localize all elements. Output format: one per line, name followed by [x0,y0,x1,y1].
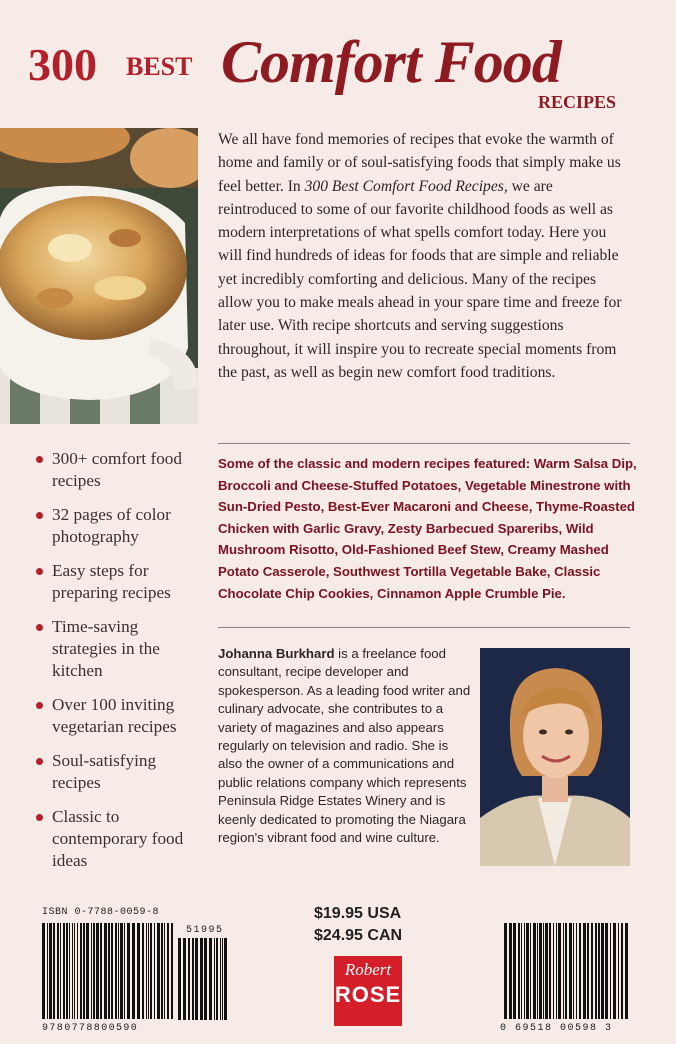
list-item: 300+ comfort food recipes [36,448,206,492]
publisher-logo [334,956,402,1026]
title-number: 300 [28,39,97,90]
bullet-dot-icon [36,758,43,765]
bullet-dot-icon [36,624,43,631]
author-bio-text: is a freelance food consultant, recipe developer and spokesperson. As a leading food writer and culinary advocate, she contributes to a variety of magazines and also appears regularly on television and radio. She is also the owner of a communications and public relations company which represents Peninsula Ridge Estates Winery and is keenly dedicated to promoting the Niagara region's vibrant food and wine culture. [218,646,471,846]
price-usa: $19.95 USA [314,905,402,922]
upc-digits: 0 69518 00598 3 [500,1023,613,1034]
list-item: Classic to contemporary food ideas [36,806,206,872]
list-item: Time-saving strategies in the kitchen [36,616,206,682]
ean-barcode [42,923,182,1021]
title-main: Comfort Food [221,29,561,95]
intro-book-title: 300 Best Comfort Food Recipes [304,177,504,195]
bullet-dot-icon [36,456,43,463]
list-item: Over 100 inviting vegetarian recipes [36,694,206,738]
divider-top [218,443,630,444]
title-best: BEST [126,52,193,81]
author-bio [218,645,476,847]
intro-text-1: We all have fond memories of recipes that evoke the warmth of home and family or of soul-satisfying foods that simply make us feel better. In [218,131,621,195]
soup-photo [0,128,198,424]
intro-text-2: , we are reintroduced to some of our favorite childhood foods as well as modern interpretations of what spells comfort today. Here you will find hundreds of ideas for foods that are simple and reliable yet incredibly comforting and delicious. Many of the recipes allow you to make meals ahead in your spare time and freeze for later use. With recipe shortcuts and serving suggestions throughout, it will inspire you to recreate special moments from the past, as well as begin new comfort food traditions. [218,177,622,381]
publisher-line1: Robert [344,960,392,979]
book-title [28,28,648,112]
featured-recipes: Some of the classic and modern recipes featured: Warm Salsa Dip, Broccoli and Cheese-Stuffed Potatoes, Vegetable Minestrone with Sun-Dried Pesto, Best-Ever Macaroni and Cheese, Thyme-Roasted Chicken with Garlic Gravy, Zesty Barbecued Spareribs, Wild Mushroom Risotto, Old-Fashioned Beef Stew, Creamy Mashed Potato Casserole, Southwest Tortilla Vegetable Bake, Classic Chocolate Chip Cookies, Cinnamon Apple Crumble Pie. [218,456,637,601]
author-name: Johanna Burkhard [218,646,335,661]
title-recipes: RECIPES [538,92,617,112]
divider-bottom [218,627,630,628]
ean-digits: 9780778800590 [42,1023,139,1034]
price-can: $24.95 CAN [314,927,403,944]
price-barcode [178,938,232,1021]
isbn-label: ISBN 0-7788-0059-8 [42,907,160,918]
list-item: Soul-satisfying recipes [36,750,206,794]
intro-paragraph [218,128,630,384]
upc-barcode [504,923,630,1021]
price-code: 51995 [186,925,224,936]
list-item: 32 pages of color photography [36,504,206,548]
feature-list [36,448,206,884]
bullet-dot-icon [36,512,43,519]
bullet-dot-icon [36,814,43,821]
author-portrait [480,648,630,866]
bullet-dot-icon [36,702,43,709]
publisher-line2: ROSE [334,982,402,1007]
bullet-dot-icon [36,568,43,575]
list-item: Easy steps for preparing recipes [36,560,206,604]
prices [314,903,402,947]
